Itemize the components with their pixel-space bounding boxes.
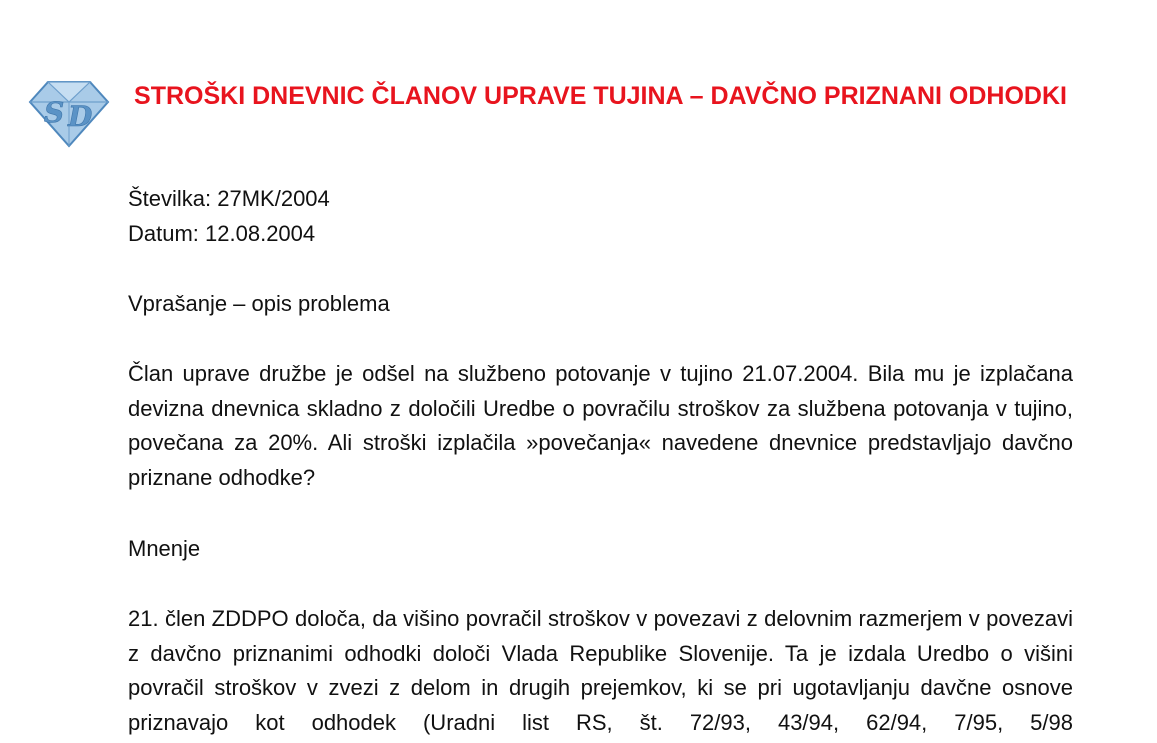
svg-text:D: D	[68, 100, 93, 133]
document-title: STROŠKI DNEVNIC ČLANOV UPRAVE TUJINA – DAVČNO PRIZNANI ODHODKI	[134, 82, 1067, 110]
question-heading: Vprašanje – opis problema	[128, 291, 390, 316]
svg-text:S: S	[44, 96, 65, 129]
document-date: Datum: 12.08.2004	[128, 221, 316, 246]
opinion-paragraph: 21. člen ZDDPO določa, da višino povračil stroškov v povezavi z delovnim razmerjem v povezavi z davčno priznanimi odhodki določi Vlada Republike Slovenije. Ta je izdala Uredbo o višini povračil stroškov v zvezi z delom in drugih prejemkov, ki se pri ugotavljanju davčne osnove priznavajo kot odhodek (Uradni list RS, št. 72/93, 43/94, 62/94, 7/95, 5/98	[128, 606, 1073, 736]
opinion-heading: Mnenje	[128, 536, 201, 561]
company-logo-icon	[26, 76, 112, 150]
document-number: Številka: 27MK/2004	[128, 186, 330, 211]
question-paragraph: Član uprave družbe je odšel na službeno potovanje v tujino 21.07.2004. Bila mu je izplačana devizna dnevnica skladno z določili Uredbe o povračilu stroškov za službena potovanja v tujino, povečana za 20%. Ali stroški izplačila »povečanja« navedene dnevnice predstavljajo davčno priznane odhodke?	[128, 361, 1073, 491]
